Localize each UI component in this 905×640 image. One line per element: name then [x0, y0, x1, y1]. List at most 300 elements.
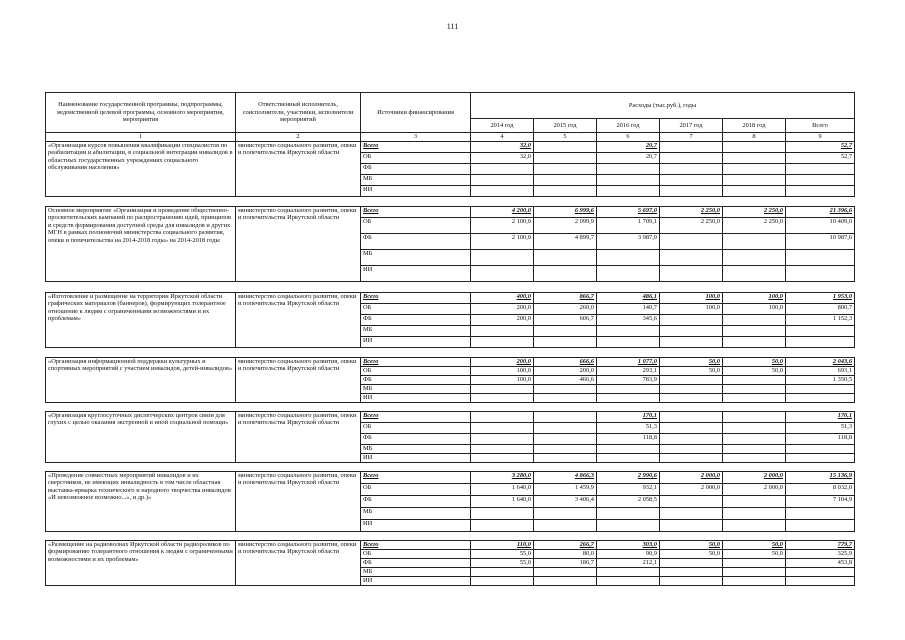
column-number: 7 [660, 133, 723, 142]
year-value: 2 000,0 [660, 471, 723, 483]
year-value [660, 174, 723, 185]
column-number: 3 [361, 133, 471, 142]
total-value: 52,7 [786, 152, 855, 163]
year-value [660, 384, 723, 393]
header-year-2017: 2017 год [660, 119, 723, 133]
year-value [534, 567, 597, 576]
year-value: 50,0 [723, 540, 786, 549]
funding-source: ФБ [361, 314, 471, 325]
total-value: 15 136,9 [786, 471, 855, 483]
year-value: 2 250,0 [660, 217, 723, 233]
year-value: 3 406,4 [534, 495, 597, 507]
header-year-2016: 2016 год [597, 119, 660, 133]
year-value: 345,6 [597, 314, 660, 325]
table-row [46, 292, 855, 303]
total-value: 118,8 [786, 433, 855, 444]
total-value: 779,7 [786, 540, 855, 549]
year-value [723, 576, 786, 585]
year-value [597, 444, 660, 453]
table-body [46, 141, 855, 585]
header-source: Источники финансирования [361, 93, 471, 133]
year-value [597, 393, 660, 402]
funding-source: ИИ [361, 185, 471, 196]
funding-source: ОБ [361, 152, 471, 163]
year-value [471, 163, 534, 174]
year-value [660, 152, 723, 163]
year-value [723, 141, 786, 152]
funding-source: Всего [361, 206, 471, 217]
year-value [660, 185, 723, 196]
year-value [534, 453, 597, 462]
spacer-cell [46, 402, 855, 411]
year-value [471, 576, 534, 585]
funding-source: Всего [361, 292, 471, 303]
year-value [660, 325, 723, 336]
funding-source: ФБ [361, 495, 471, 507]
year-value [660, 519, 723, 531]
year-value [471, 453, 534, 462]
total-value: 1 152,3 [786, 314, 855, 325]
year-value [660, 141, 723, 152]
year-value [471, 507, 534, 519]
year-value [597, 336, 660, 347]
total-value: 7 104,9 [786, 495, 855, 507]
spacer-cell [46, 462, 855, 471]
year-value: 783,9 [597, 375, 660, 384]
total-value [786, 507, 855, 519]
header-year-2018: 2018 год [723, 119, 786, 133]
year-value [534, 433, 597, 444]
total-value [786, 249, 855, 265]
year-value: 400,0 [471, 292, 534, 303]
year-value [660, 314, 723, 325]
total-value: 1 953,0 [786, 292, 855, 303]
year-value: 55,0 [471, 549, 534, 558]
funding-source: ИИ [361, 453, 471, 462]
year-value [471, 567, 534, 576]
year-value: 110,0 [471, 540, 534, 549]
funding-source: Всего [361, 471, 471, 483]
total-value [786, 576, 855, 585]
year-value: 1 640,0 [471, 483, 534, 495]
year-value: 118,8 [597, 433, 660, 444]
event-name: «Организация круглосуточных диспетчерских центров связи для глухих с целью оказания экстренной и иной социальной помощи» [46, 411, 236, 462]
year-value [723, 453, 786, 462]
year-value [723, 393, 786, 402]
year-value: 2 100,0 [471, 233, 534, 249]
event-name: Основное мероприятие «Организация и проведение общественно-просветительских кампаний по распространению идей, принципов и средств формирования доступной среды для инвалидов и других МГН в рамках полномочий министерства социального развития, опеки и попечительства на 2014-2018 годы» на 2014-2018 годы [46, 206, 236, 281]
total-value [786, 453, 855, 462]
year-value: 170,1 [597, 411, 660, 422]
year-value [660, 163, 723, 174]
header-year-2014: 2014 год [471, 119, 534, 133]
spacer-cell [46, 347, 855, 357]
event-name: «Проведение совместных мероприятий инвалидов и их сверстников, не имеющих инвалидность в том числе областная выставка-ярмарка технического и народного творчества инвалидов «И невозможное возможно...», и др.)» [46, 471, 236, 531]
year-value [471, 433, 534, 444]
funding-source: ФБ [361, 433, 471, 444]
funding-source: МБ [361, 325, 471, 336]
year-value [723, 567, 786, 576]
funding-source: ИИ [361, 519, 471, 531]
year-value: 200,0 [534, 366, 597, 375]
year-value [723, 185, 786, 196]
total-value: 21 396,6 [786, 206, 855, 217]
total-value: 325,9 [786, 549, 855, 558]
year-value [723, 163, 786, 174]
year-value [723, 375, 786, 384]
table-row [46, 357, 855, 366]
year-value: 80,0 [534, 549, 597, 558]
year-value [723, 411, 786, 422]
year-value: 1 459,9 [534, 483, 597, 495]
year-value [534, 141, 597, 152]
year-value: 100,0 [660, 292, 723, 303]
year-value [534, 152, 597, 163]
year-value: 4 899,7 [534, 233, 597, 249]
event-executor: министерство социального развития, опеки и попечительства Иркутской области [236, 411, 361, 462]
spacer-row [46, 347, 855, 357]
year-value: 1 077,0 [597, 357, 660, 366]
funding-source: ОБ [361, 483, 471, 495]
year-value [660, 558, 723, 567]
year-value [534, 163, 597, 174]
year-value [534, 444, 597, 453]
year-value [597, 185, 660, 196]
column-number: 2 [236, 133, 361, 142]
year-value: 2 000,0 [723, 471, 786, 483]
year-value: 4 866,3 [534, 471, 597, 483]
year-value [660, 444, 723, 453]
year-value [660, 233, 723, 249]
year-value [471, 384, 534, 393]
total-value [786, 384, 855, 393]
spacer-cell [46, 531, 855, 540]
year-value [723, 519, 786, 531]
funding-source: ФБ [361, 558, 471, 567]
year-value: 866,7 [534, 292, 597, 303]
year-value: 50,0 [660, 549, 723, 558]
year-value [534, 174, 597, 185]
year-value [597, 453, 660, 462]
total-value: 693,1 [786, 366, 855, 375]
year-value: 51,3 [597, 422, 660, 433]
year-value [660, 375, 723, 384]
spacer-row [46, 402, 855, 411]
total-value [786, 567, 855, 576]
funding-source: МБ [361, 567, 471, 576]
year-value: 2 058,5 [597, 495, 660, 507]
year-value [660, 411, 723, 422]
year-value: 55,0 [471, 558, 534, 567]
funding-source: ОБ [361, 303, 471, 314]
funding-source: ФБ [361, 375, 471, 384]
year-value: 2 100,0 [471, 217, 534, 233]
year-value [723, 384, 786, 393]
year-value [723, 507, 786, 519]
year-value [597, 249, 660, 265]
year-value [723, 265, 786, 281]
year-value: 2 099,9 [534, 217, 597, 233]
total-value [786, 163, 855, 174]
funding-source: ФБ [361, 233, 471, 249]
year-value [660, 576, 723, 585]
year-value: 3 987,9 [597, 233, 660, 249]
column-number: 9 [786, 133, 855, 142]
year-value: 32,0 [471, 152, 534, 163]
spacer-row [46, 196, 855, 206]
funding-source: Всего [361, 141, 471, 152]
year-value: 90,9 [597, 549, 660, 558]
year-value [471, 422, 534, 433]
funding-source: Всего [361, 540, 471, 549]
year-value [471, 325, 534, 336]
event-executor: министерство социального развития, опеки и попечительства Иркутской области [236, 141, 361, 196]
spacer-cell [46, 196, 855, 206]
year-value: 200,0 [471, 357, 534, 366]
funding-source: ИИ [361, 393, 471, 402]
year-value: 2 250,0 [723, 206, 786, 217]
table-row [46, 540, 855, 549]
funding-source: ОБ [361, 549, 471, 558]
event-executor: министерство социального развития, опеки и попечительства Иркутской области [236, 357, 361, 402]
total-value [786, 265, 855, 281]
year-value: 100,0 [723, 292, 786, 303]
year-value [660, 507, 723, 519]
total-value [786, 444, 855, 453]
year-value [471, 336, 534, 347]
year-value: 2 000,0 [723, 483, 786, 495]
funding-source: ОБ [361, 217, 471, 233]
funding-source: ИИ [361, 265, 471, 281]
year-value [660, 393, 723, 402]
total-value [786, 185, 855, 196]
year-value: 20,7 [597, 152, 660, 163]
year-value [534, 265, 597, 281]
funding-source: МБ [361, 249, 471, 265]
year-value [597, 325, 660, 336]
year-value [471, 393, 534, 402]
column-number: 4 [471, 133, 534, 142]
year-value: 6 999,6 [534, 206, 597, 217]
year-value [534, 507, 597, 519]
year-value: 293,1 [597, 366, 660, 375]
funding-source: МБ [361, 444, 471, 453]
year-value [660, 265, 723, 281]
header-expenses: Расходы (тыс.руб.), годы [471, 93, 855, 119]
total-value: 51,3 [786, 422, 855, 433]
year-value [723, 495, 786, 507]
year-value: 100,0 [471, 366, 534, 375]
year-value: 932,1 [597, 483, 660, 495]
year-value: 50,0 [723, 366, 786, 375]
funding-source: МБ [361, 174, 471, 185]
year-value [723, 314, 786, 325]
year-value [597, 265, 660, 281]
year-value [534, 249, 597, 265]
year-value: 2 250,0 [723, 217, 786, 233]
year-value [660, 433, 723, 444]
year-value [597, 507, 660, 519]
year-value [534, 393, 597, 402]
year-value: 32,0 [471, 141, 534, 152]
spacer-row [46, 462, 855, 471]
column-number: 1 [46, 133, 236, 142]
year-value [723, 152, 786, 163]
total-value: 170,1 [786, 411, 855, 422]
year-value [723, 433, 786, 444]
year-value: 100,0 [723, 303, 786, 314]
year-value [471, 444, 534, 453]
funding-source: МБ [361, 507, 471, 519]
year-value [471, 174, 534, 185]
year-value [471, 185, 534, 196]
year-value: 50,0 [660, 357, 723, 366]
funding-source: ФБ [361, 163, 471, 174]
year-value [597, 174, 660, 185]
page-number: 111 [446, 22, 459, 31]
year-value [534, 325, 597, 336]
total-value: 52,7 [786, 141, 855, 152]
total-value: 10 409,0 [786, 217, 855, 233]
year-value [471, 265, 534, 281]
year-value [723, 325, 786, 336]
year-value [471, 249, 534, 265]
year-value: 466,6 [534, 375, 597, 384]
header-year-2015: 2015 год [534, 119, 597, 133]
budget-table [45, 92, 855, 586]
header-total: Всего [786, 119, 855, 133]
year-value [597, 576, 660, 585]
year-value: 303,0 [597, 540, 660, 549]
table-row [46, 206, 855, 217]
year-value: 486,1 [597, 292, 660, 303]
year-value: 100,0 [471, 375, 534, 384]
year-value: 2 000,0 [660, 483, 723, 495]
year-value: 266,7 [534, 540, 597, 549]
column-number: 6 [597, 133, 660, 142]
column-number: 8 [723, 133, 786, 142]
table-row [46, 471, 855, 483]
year-value: 140,7 [597, 303, 660, 314]
year-value [534, 519, 597, 531]
total-value: 2 043,6 [786, 357, 855, 366]
total-value [786, 174, 855, 185]
year-value: 5 697,0 [597, 206, 660, 217]
event-name: «Организация курсов повышения квалификации специалистов по реабилитации и абилитации, в социальной интеграции инвалидов в областных государственных учреждениях социального обслуживания населения» [46, 141, 236, 196]
year-value: 100,0 [660, 303, 723, 314]
year-value: 260,0 [534, 303, 597, 314]
event-executor: министерство социального развития, опеки и попечительства Иркутской области [236, 292, 361, 347]
year-value [597, 384, 660, 393]
year-value [471, 411, 534, 422]
total-value [786, 336, 855, 347]
year-value [723, 422, 786, 433]
year-value [723, 249, 786, 265]
total-value: 1 350,5 [786, 375, 855, 384]
year-value [660, 495, 723, 507]
year-value [534, 185, 597, 196]
table-row [46, 141, 855, 152]
year-value: 212,1 [597, 558, 660, 567]
year-value [534, 411, 597, 422]
total-value: 453,8 [786, 558, 855, 567]
year-value: 186,7 [534, 558, 597, 567]
funding-source: МБ [361, 384, 471, 393]
funding-source: Всего [361, 411, 471, 422]
funding-source: Всего [361, 357, 471, 366]
year-value [723, 558, 786, 567]
event-executor: министерство социального развития, опеки и попечительства Иркутской области [236, 471, 361, 531]
year-value: 50,0 [660, 540, 723, 549]
year-value [660, 249, 723, 265]
year-value: 606,7 [534, 314, 597, 325]
event-executor: министерство социального развития, опеки и попечительства Иркутской области [236, 206, 361, 281]
year-value [534, 336, 597, 347]
year-value [597, 163, 660, 174]
funding-source: ОБ [361, 422, 471, 433]
year-value [660, 453, 723, 462]
funding-source: ИИ [361, 576, 471, 585]
year-value: 20,7 [597, 141, 660, 152]
year-value: 2 990,6 [597, 471, 660, 483]
year-value [660, 422, 723, 433]
event-executor: министерство социального развития, опеки и попечительства Иркутской области [236, 540, 361, 585]
total-value: 10 987,6 [786, 233, 855, 249]
header-executor: Ответственный исполнитель, соисполнители, участники, исполнители мероприятий [236, 93, 361, 133]
year-value [723, 444, 786, 453]
year-value: 1 709,1 [597, 217, 660, 233]
year-value: 666,6 [534, 357, 597, 366]
year-value: 4 200,0 [471, 206, 534, 217]
year-value [534, 422, 597, 433]
year-value: 1 640,0 [471, 495, 534, 507]
spacer-row [46, 531, 855, 540]
event-name: «Размещение на радиоволнах Иркутской области радиороликов по формированию толерантного отношения к людям с ограниченными возможностями и их проблемам» [46, 540, 236, 585]
year-value [723, 174, 786, 185]
total-value: 800,7 [786, 303, 855, 314]
year-value [723, 233, 786, 249]
year-value: 50,0 [660, 366, 723, 375]
year-value: 50,0 [723, 549, 786, 558]
year-value [660, 336, 723, 347]
funding-source: ИИ [361, 336, 471, 347]
year-value: 50,0 [723, 357, 786, 366]
year-value: 200,0 [471, 303, 534, 314]
event-name: «Изготовление и размещение на территории Иркутской области графических материалов (баннеров), формирующих толерантное отношение к людям с ограниченными возможностями и их проблемам» [46, 292, 236, 347]
total-value: 8 032,0 [786, 483, 855, 495]
year-value: 200,0 [471, 314, 534, 325]
event-name: «Организация информационной поддержки культурных и спортивных мероприятий с участием инвалидов, детей-инвалидов» [46, 357, 236, 402]
year-value [660, 567, 723, 576]
year-value [597, 567, 660, 576]
funding-source: ОБ [361, 366, 471, 375]
total-value [786, 519, 855, 531]
column-number: 5 [534, 133, 597, 142]
total-value [786, 393, 855, 402]
year-value [597, 519, 660, 531]
year-value: 3 280,0 [471, 471, 534, 483]
year-value: 2 250,0 [660, 206, 723, 217]
year-value [471, 519, 534, 531]
table-row [46, 411, 855, 422]
year-value [534, 384, 597, 393]
total-value [786, 325, 855, 336]
year-value [723, 336, 786, 347]
year-value [534, 576, 597, 585]
spacer-cell [46, 281, 855, 292]
spacer-row [46, 281, 855, 292]
header-name: Наименование государственной программы, подпрограммы, ведомственной целевой программы, основного мероприятия, мероприятия [46, 93, 236, 133]
